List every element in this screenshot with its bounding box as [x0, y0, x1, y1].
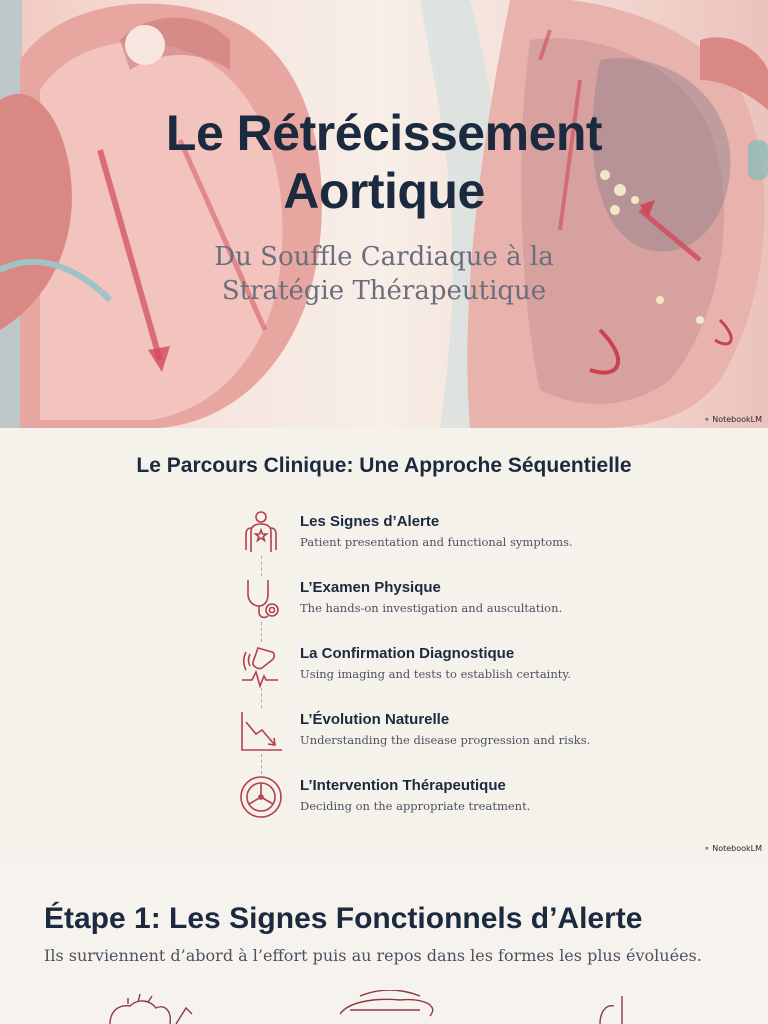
pathway-step: [238, 510, 658, 576]
notebooklm-logo-icon: ⚬: [703, 844, 711, 853]
valve-icon: [238, 774, 284, 820]
subtitle-line-2: Stratégie Thérapeutique: [221, 276, 547, 306]
watermark: [704, 844, 763, 853]
notebooklm-logo-icon: ⚬: [703, 415, 711, 424]
pathway-steps: [238, 510, 658, 840]
step-title: L’Intervention Thérapeutique: [300, 777, 506, 794]
ultrasound-probe-icon: [238, 642, 284, 688]
step-description: The hands-on investigation and auscultation.: [300, 601, 563, 615]
step-description: Patient presentation and functional symptoms.: [300, 535, 573, 549]
body-alert-icon: [238, 510, 284, 556]
title-line-2: Aortique: [283, 163, 485, 219]
step-title: L’Examen Physique: [300, 579, 441, 596]
step-title: Les Signes d’Alerte: [300, 513, 440, 530]
step-title: L’Évolution Naturelle: [300, 711, 450, 728]
stage1-illustrations: [0, 990, 768, 1024]
subtitle-line-1: Du Souffle Cardiaque à la: [214, 242, 554, 272]
pathway-step: [238, 708, 658, 774]
body-outline-icon: [600, 996, 622, 1024]
lungs-outline-icon: [340, 990, 433, 1016]
watermark-label: NotebookLM: [712, 415, 762, 424]
step-description: Deciding on the appropriate treatment.: [300, 799, 531, 813]
step-description: Understanding the disease progression and risks.: [300, 733, 591, 747]
pathway-slide: [0, 428, 768, 858]
step-connector: [261, 556, 262, 576]
title-slide: [0, 0, 768, 428]
stethoscope-icon: [238, 576, 284, 622]
title-line-1: Le Rétrécissement: [165, 105, 603, 161]
step-connector: [261, 622, 262, 642]
pathway-step: [238, 642, 658, 708]
step-connector: [261, 754, 262, 774]
step-description: Using imaging and tests to establish certainty.: [300, 667, 572, 681]
pathway-title: Le Parcours Clinique: Une Approche Séquentielle: [136, 454, 632, 477]
step-connector: [261, 688, 262, 708]
pathway-step: [238, 774, 658, 840]
pathway-step: [238, 576, 658, 642]
heart-outline-icon: [110, 1001, 170, 1024]
page-title: [0, 104, 768, 220]
stage1-title: Étape 1: Les Signes Fonctionnels d’Alerte: [44, 902, 643, 935]
stage1-subtitle: Ils surviennent d’abord à l’effort puis au repos dans les formes les plus évoluées.: [44, 946, 702, 965]
watermark-label: NotebookLM: [712, 844, 762, 853]
stage1-slide: [0, 858, 768, 1024]
declining-chart-icon: [238, 708, 284, 754]
watermark: [704, 415, 763, 424]
page-subtitle: [0, 240, 768, 308]
step-title: La Confirmation Diagnostique: [300, 645, 515, 662]
